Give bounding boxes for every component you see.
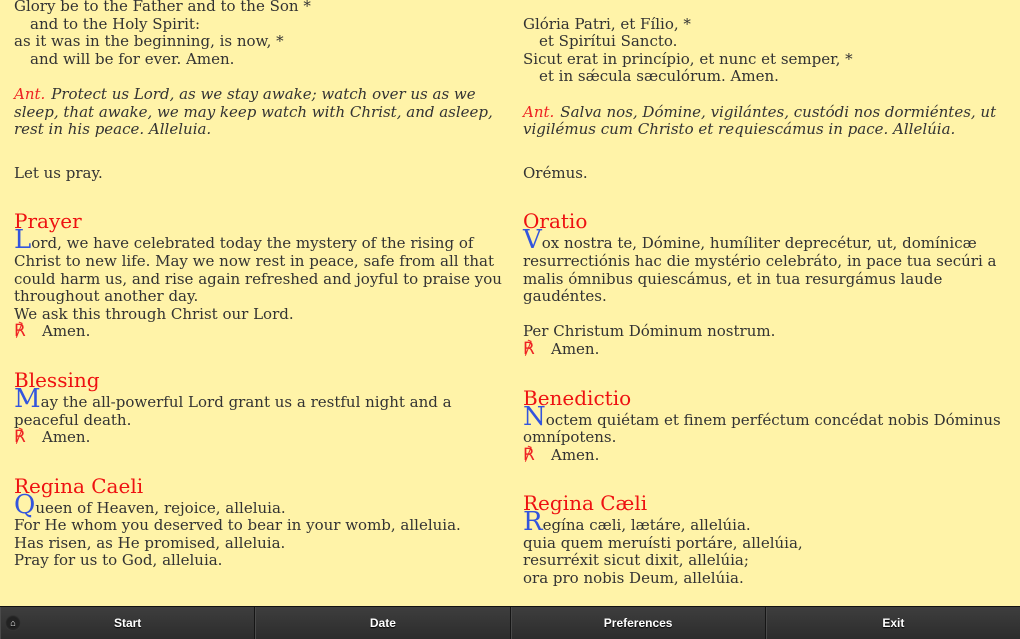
doxology-line: and to the Holy Spirit: bbox=[30, 14, 201, 33]
response: ℟ Amen. bbox=[523, 338, 600, 359]
prayer-conclusion: Per Christum Dóminum nostrum. bbox=[523, 322, 776, 341]
bottom-navbar bbox=[0, 606, 1020, 639]
antiphon-label: Ant. bbox=[14, 84, 46, 103]
marian-line: Pray for us to God, alleluia. bbox=[14, 551, 223, 570]
prayer-text: Vox nostra te, Dómine, humíliter deprecétur, ut, domínicæ resurrectiónis hac die mystério celebráto, in pace tua secúri a malis ómnibus quiescámus, et in tua resurgámus laude gaudéntes. bbox=[523, 225, 997, 306]
marian-line: Regína cæli, lætáre, allelúia. bbox=[523, 507, 751, 538]
marian-line: Queen of Heaven, rejoice, alleluia. bbox=[14, 489, 286, 520]
marian-line: Has risen, as He promised, alleluia. bbox=[14, 533, 286, 552]
latin-column bbox=[523, 0, 1013, 588]
dropcap: M bbox=[14, 383, 41, 414]
doxology-line: et Spirítui Sancto. bbox=[539, 32, 678, 51]
marian-line: quia quem meruísti portáre, allelúia, bbox=[523, 533, 803, 552]
response-symbol-icon: ℟ bbox=[523, 444, 535, 465]
let-us-pray: Orémus. bbox=[523, 163, 588, 182]
antiphon-text: Protect us Lord, as we stay awake; watch over us as we sleep, that awake, we may keep watch with Christ, and asleep, rest in his peace. Alleluia. bbox=[14, 84, 493, 139]
dropcap: Q bbox=[14, 489, 36, 520]
doxology-line: as it was in the beginning, is now, * bbox=[14, 32, 284, 51]
exit-button[interactable]: Exit bbox=[766, 607, 1020, 639]
marian-line: For He whom you deserved to bear in your womb, alleluia. bbox=[14, 516, 461, 535]
start-button[interactable]: ⌂ Start bbox=[0, 607, 255, 639]
english-column bbox=[14, 0, 504, 570]
blessing-heading: Benedictio bbox=[523, 385, 632, 410]
preferences-button[interactable]: Preferences bbox=[511, 607, 766, 639]
dropcap: V bbox=[523, 225, 542, 256]
home-icon[interactable]: ⌂ bbox=[5, 615, 21, 631]
doxology-line: Sicut erat in princípio, et nunc et semper, * bbox=[523, 49, 853, 68]
doxology-line: and will be for ever. Amen. bbox=[30, 49, 235, 68]
dropcap: R bbox=[523, 507, 543, 538]
blessing-heading: Blessing bbox=[14, 367, 100, 392]
response: ℟ Amen. bbox=[14, 427, 91, 448]
response: ℟ Amen. bbox=[523, 444, 600, 465]
marian-line: resurréxit sicut dixit, allelúia; bbox=[523, 551, 749, 570]
doxology-line: et in sǽcula sæculórum. Amen. bbox=[539, 67, 779, 86]
response-symbol-icon: ℟ bbox=[523, 338, 535, 359]
blessing-text: May the all-powerful Lord grant us a restful night and a peaceful death. bbox=[14, 383, 452, 429]
doxology-line: Glory be to the Father and to the Son * bbox=[14, 0, 311, 15]
antiphon bbox=[523, 104, 1013, 139]
let-us-pray: Let us pray. bbox=[14, 163, 103, 182]
response: ℟ Amen. bbox=[14, 321, 91, 342]
antiphon-text: Salva nos, Dómine, vigilántes, custódi nos dormiéntes, ut vigilémus cum Christo et requiescámus in pace. Allelúia. bbox=[523, 102, 997, 139]
antiphon-label: Ant. bbox=[523, 102, 555, 121]
dropcap: L bbox=[14, 225, 32, 256]
marian-line: ora pro nobis Deum, allelúia. bbox=[523, 569, 744, 588]
marian-antiphon-heading: Regina Caeli bbox=[14, 473, 144, 498]
blessing-text: Noctem quiétam et finem perféctum concédat nobis Dóminus omnípotens. bbox=[523, 401, 1001, 447]
prayer-text: Lord, we have celebrated today the mystery of the rising of Christ to new life. May we now rest in peace, safe from all that could harm us, and rise again refreshed and joyful to praise you throughout another day. bbox=[14, 225, 502, 306]
dropcap: N bbox=[523, 401, 546, 432]
antiphon bbox=[14, 86, 504, 139]
date-button[interactable]: Date bbox=[255, 607, 510, 639]
response-symbol-icon: ℟ bbox=[14, 321, 26, 342]
prayer-heading: Prayer bbox=[14, 209, 82, 234]
response-symbol-icon: ℟ bbox=[14, 427, 26, 448]
prayer-conclusion: We ask this through Christ our Lord. bbox=[14, 304, 294, 323]
doxology-line: Glória Patri, et Fílio, * bbox=[523, 14, 691, 33]
marian-antiphon-heading: Regina Cæli bbox=[523, 491, 648, 516]
prayer-heading: Oratio bbox=[523, 209, 588, 234]
